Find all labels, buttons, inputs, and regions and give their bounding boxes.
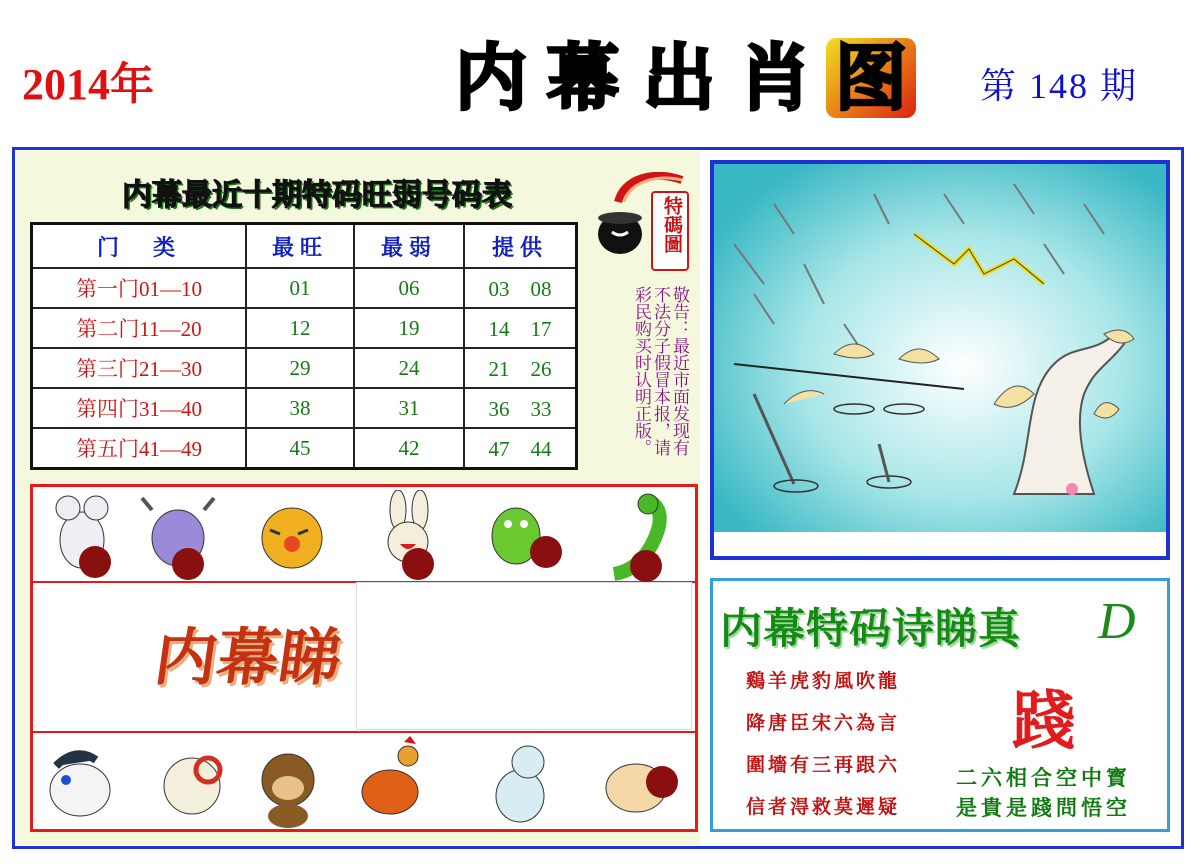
dog-icon <box>480 736 570 830</box>
table-row <box>32 388 577 428</box>
logo-char-2: 幕 <box>546 36 619 120</box>
group-cell: 第一门01—10 <box>32 268 247 308</box>
pig-icon <box>598 736 688 830</box>
horse-icon <box>36 736 126 830</box>
table-header-row <box>32 224 577 269</box>
max-cell: 45 <box>246 428 354 469</box>
offer-cell: 36 33 <box>464 388 577 428</box>
logo-char-5: 图 <box>826 38 916 118</box>
group-cell: 第三门21—30 <box>32 348 247 388</box>
group-cell: 第五门41—49 <box>32 428 247 469</box>
dragon-icon <box>482 490 572 584</box>
header-min: 最弱 <box>354 224 464 269</box>
badge-text: 特碼圖 <box>661 196 683 253</box>
min-cell: 19 <box>354 308 464 348</box>
highlight-char: 踐 <box>1012 684 1076 759</box>
offer-cell: 21 26 <box>464 348 577 388</box>
notice-text: 敬告：最近市面发现有不法分子假冒本报，请彩民购买时认明正版。 <box>631 286 689 456</box>
min-cell: 24 <box>354 348 464 388</box>
year-label: 2014年 <box>22 60 154 109</box>
poem-line: 鷄羊虎豹風吹龍 <box>746 670 901 692</box>
issue-number: 第 148 期 <box>980 66 1139 106</box>
goat-icon <box>150 736 240 830</box>
offer-cell: 14 17 <box>464 308 577 348</box>
tiger-icon <box>250 490 340 584</box>
cartoon-illustration <box>714 164 1166 532</box>
poem-title-deco: D <box>1098 593 1136 650</box>
min-cell: 06 <box>354 268 464 308</box>
max-cell: 12 <box>246 308 354 348</box>
group-cell: 第二门11—20 <box>32 308 247 348</box>
offer-cell: 47 44 <box>464 428 577 469</box>
header-group: 门 类 <box>32 224 247 269</box>
rooster-icon <box>346 736 436 830</box>
logo-char-1: 内 <box>454 36 527 120</box>
logo-char-4: 肖 <box>738 36 811 120</box>
rabbit-icon <box>368 490 458 584</box>
poem-line: 降唐臣宋六為言 <box>746 712 901 734</box>
max-cell: 38 <box>246 388 354 428</box>
poem-green-line: 二六相合空中寳 <box>956 765 1131 790</box>
header-offer: 提供 <box>464 224 577 269</box>
logo-char-3: 出 <box>642 36 715 120</box>
table-row <box>32 348 577 388</box>
ox-icon <box>138 490 228 584</box>
number-table <box>30 222 578 470</box>
group-cell: 第四门31—40 <box>32 388 247 428</box>
table-row <box>32 268 577 308</box>
logo-title <box>446 38 926 118</box>
illustration-panel <box>710 160 1170 560</box>
poem-line: 信者淂救莫遲疑 <box>746 796 901 818</box>
table-row <box>32 428 577 469</box>
poem-green-line: 是貴是踐問悟空 <box>956 795 1131 820</box>
snake-icon <box>598 490 688 584</box>
monkey-icon <box>246 736 336 830</box>
max-cell: 29 <box>246 348 354 388</box>
table-row <box>32 308 577 348</box>
poem-line: 圍墻有三再跟六 <box>746 754 901 776</box>
table-title: 内幕最近十期特码旺弱号码表 <box>122 178 512 213</box>
poem-title: 内幕特码诗睇真 <box>720 604 1022 653</box>
zodiac-title: 内幕睇 <box>150 621 347 694</box>
zodiac-divider-bottom <box>33 731 695 733</box>
min-cell: 31 <box>354 388 464 428</box>
max-cell: 01 <box>246 268 354 308</box>
offer-cell: 03 08 <box>464 268 577 308</box>
header-max: 最旺 <box>246 224 354 269</box>
blank-area <box>356 582 692 730</box>
rat-icon <box>40 490 130 584</box>
min-cell: 42 <box>354 428 464 469</box>
